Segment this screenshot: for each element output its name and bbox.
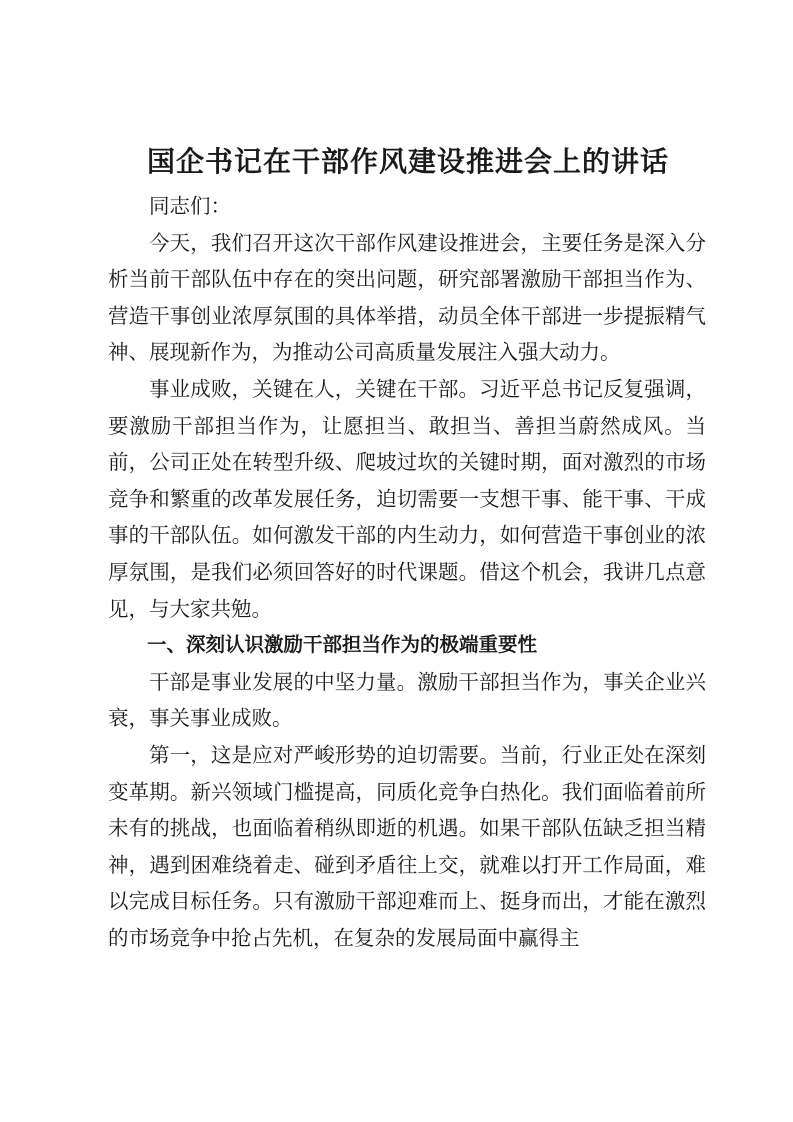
paragraph-first-point: 第一，这是应对严峻形势的迫切需要。当前，行业正处在深刻变革期。新兴领域门槛提高，同质化竞争白热化。我们面临着前所未有的挑战，也面临着稍纵即逝的机遇。如果干部队伍缺乏担当精神，遇到困难绕着走、碰到矛盾往上交，就难以打开工作局面，难以完成目标任务。只有激励干部迎难而上、挺身而出，才能在激烈的市场竞争中抢占先机，在复杂的发展局面中赢得主 xyxy=(108,742,706,950)
paragraph-section-intro: 干部是事业发展的中坚力量。激励干部担当作为，事关企业兴衰，事关事业成败。 xyxy=(108,669,706,731)
paragraph-background: 事业成败，关键在人，关键在干部。习近平总书记反复强调，要激励干部担当作为，让愿担当、敢担当、善担当蔚然成风。当前，公司正处在转型升级、爬坡过坎的关键时期，面对激烈的市场竞争和繁重的改革发展任务，迫切需要一支想干事、能干事、干成事的干部队伍。如何激发干部的内生动力，如何营造干事创业的浓厚氛围，是我们必须回答好的时代课题。借这个机会，我讲几点意见，与大家共勉。 xyxy=(108,376,706,621)
paragraph-opening: 今天，我们召开这次干部作风建设推进会，主要任务是深入分析当前干部队伍中存在的突出问题，研究部署激励干部担当作为、营造干事创业浓厚氛围的具体举措，动员全体干部进一步提振精气神、展现新作为，为推动公司高质量发展注入强大动力。 xyxy=(108,230,706,365)
document-body xyxy=(108,188,706,956)
section-heading: 一、深刻认识激励干部担当作为的极端重要性 xyxy=(147,633,538,657)
document-title: 国企书记在干部作风建设推进会上的讲话 xyxy=(146,145,669,178)
salutation: 同志们： xyxy=(149,194,231,218)
